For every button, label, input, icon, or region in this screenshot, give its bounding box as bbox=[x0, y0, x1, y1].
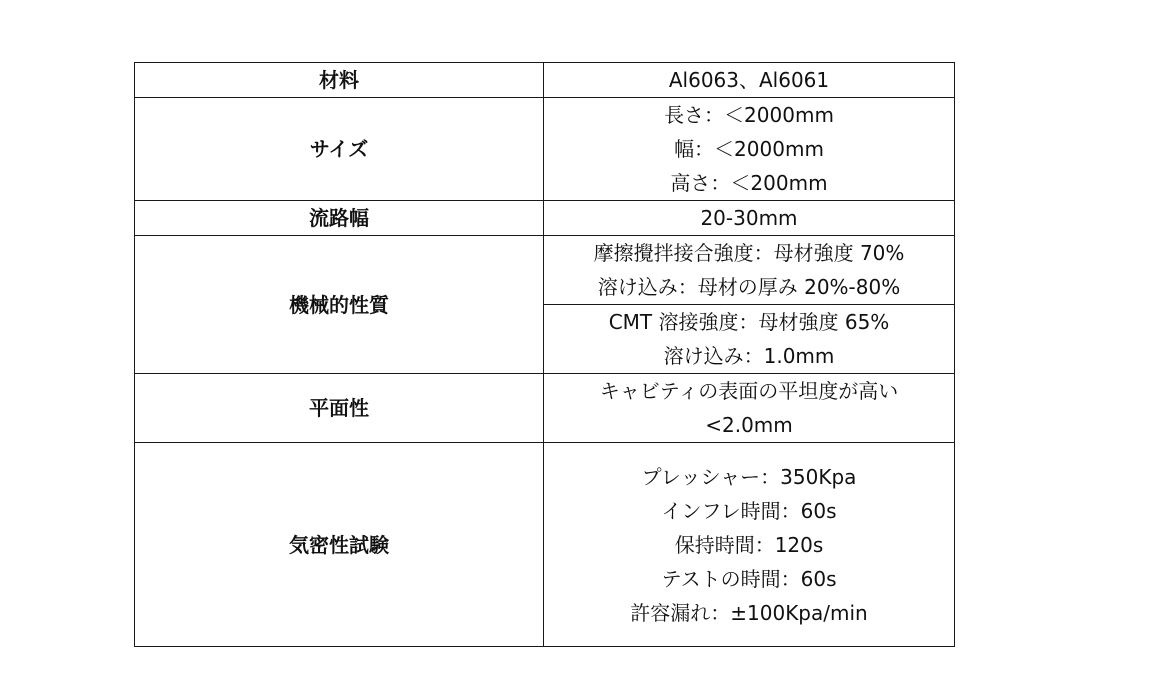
row-label-size: サイズ bbox=[135, 98, 544, 201]
row-value-size bbox=[544, 98, 955, 201]
airtight-allowed-leak: 許容漏れ：±100Kpa/min bbox=[630, 600, 868, 625]
row-value-mechanical-fsw bbox=[544, 236, 955, 305]
fsw-penetration: 溶け込み：母材の厚み 20%-80% bbox=[597, 275, 901, 299]
table-row-material bbox=[135, 63, 955, 98]
table-row-channel-width bbox=[135, 201, 955, 236]
material-value: Al6063、Al6061 bbox=[668, 68, 830, 92]
airtight-hold-time: 保持時間：120s bbox=[674, 532, 824, 557]
airtight-pressure: プレッシャー：350Kpa bbox=[641, 464, 857, 489]
cmt-strength: CMT 溶接強度：母材強度 65% bbox=[608, 310, 890, 334]
cmt-penetration: 溶け込み：1.0mm bbox=[663, 344, 835, 368]
table-row-mechanical-fsw bbox=[135, 236, 955, 305]
row-value-material bbox=[544, 63, 955, 98]
row-label-airtightness: 気密性試験 bbox=[135, 443, 544, 647]
table-row-airtightness bbox=[135, 443, 955, 647]
row-value-airtightness bbox=[544, 443, 955, 647]
size-length: 長さ：＜2000mm bbox=[664, 103, 834, 127]
flatness-tolerance: <2.0mm bbox=[705, 413, 793, 437]
row-value-mechanical-cmt bbox=[544, 305, 955, 374]
row-value-flatness bbox=[544, 374, 955, 443]
row-label-mechanical: 機械的性質 bbox=[135, 236, 544, 374]
fsw-strength: 摩擦攪拌接合強度：母材強度 70% bbox=[593, 241, 905, 265]
row-label-channel-width: 流路幅 bbox=[135, 201, 544, 236]
size-width: 幅：＜2000mm bbox=[674, 137, 824, 161]
table-row-flatness bbox=[135, 374, 955, 443]
airtight-inflate-time: インフレ時間：60s bbox=[661, 498, 837, 523]
size-height: 高さ：＜200mm bbox=[670, 171, 828, 195]
row-label-flatness: 平面性 bbox=[135, 374, 544, 443]
row-value-channel-width bbox=[544, 201, 955, 236]
spec-table bbox=[134, 62, 955, 647]
flatness-description: キャビティの表面の平坦度が高い bbox=[599, 379, 899, 403]
table-row-size bbox=[135, 98, 955, 201]
airtight-test-time: テストの時間：60s bbox=[661, 566, 837, 591]
channel-width-value: 20-30mm bbox=[700, 206, 798, 230]
row-label-material: 材料 bbox=[135, 63, 544, 98]
